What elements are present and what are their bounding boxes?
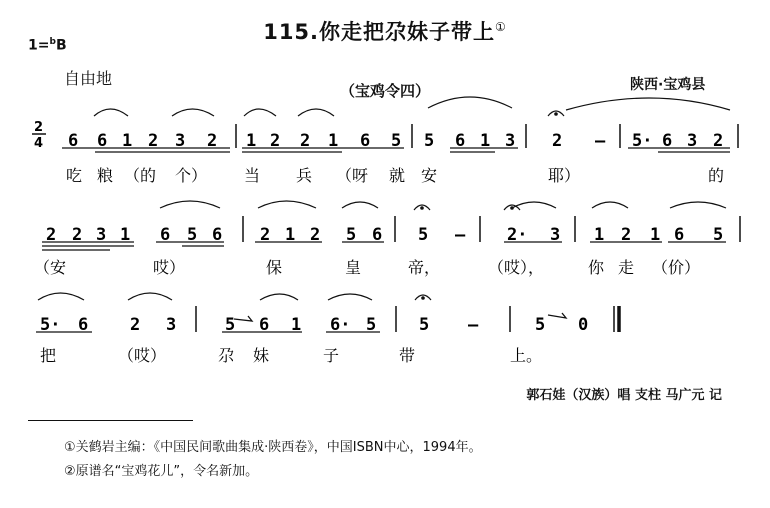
- lyric: 你: [588, 258, 605, 277]
- note: 3: [505, 131, 516, 151]
- note: 0: [578, 315, 589, 335]
- lyric: 走: [618, 258, 635, 277]
- note: 6: [662, 131, 673, 151]
- note: 2: [260, 225, 271, 245]
- lyric: 吃: [66, 166, 83, 185]
- lyric: 粮: [97, 166, 114, 185]
- note: 5: [346, 225, 357, 245]
- note: 5: [418, 225, 429, 245]
- lyric: 就: [389, 166, 406, 185]
- note: 6: [160, 225, 171, 245]
- footnote-divider: [28, 420, 193, 421]
- note: 1: [285, 225, 296, 245]
- note: 5: [424, 131, 435, 151]
- lyric: 哎）: [153, 258, 186, 277]
- lyric: 带: [399, 346, 416, 365]
- note: 6: [360, 131, 371, 151]
- lyric: （呀: [336, 166, 369, 185]
- note: 1: [650, 225, 661, 245]
- lyric: （哎）: [118, 346, 167, 365]
- note: 5: [391, 131, 402, 151]
- note: –: [468, 315, 479, 335]
- note: 5·: [632, 131, 653, 151]
- note: 6: [259, 315, 270, 335]
- note: 6: [97, 131, 108, 151]
- note: 5·: [40, 315, 61, 335]
- lyric: 个）: [175, 166, 208, 185]
- note: 2: [270, 131, 281, 151]
- note: 1: [328, 131, 339, 151]
- note: 2: [148, 131, 159, 151]
- note: 5: [366, 315, 377, 335]
- lyric: 安: [421, 166, 438, 185]
- lyric: 当: [244, 166, 261, 185]
- footnote-1: ①关鹤岩主编：《中国民间歌曲集成·陕西卷》，中国ISBN中心，1994年。: [64, 440, 482, 455]
- note: 1: [122, 131, 133, 151]
- note: 6: [78, 315, 89, 335]
- song-region: 陕西·宝鸡县: [630, 77, 706, 93]
- lyric: 妹: [253, 346, 270, 365]
- note: 2: [552, 131, 563, 151]
- note: 3: [96, 225, 107, 245]
- time-signature-top: 2: [34, 120, 44, 135]
- lyric: 兵: [296, 166, 313, 185]
- note: 1: [120, 225, 131, 245]
- note: 2: [207, 131, 218, 151]
- note: 6·: [330, 315, 351, 335]
- note: 1: [291, 315, 302, 335]
- note: 5: [419, 315, 430, 335]
- note: 6: [372, 225, 383, 245]
- lyric: （安: [34, 258, 67, 277]
- note: 1: [480, 131, 491, 151]
- note: 2: [621, 225, 632, 245]
- note: 6: [68, 131, 79, 151]
- note: –: [455, 225, 466, 245]
- note: 6: [455, 131, 466, 151]
- lyric: 把: [40, 346, 57, 365]
- song-title: 115.你走把尕妹子带上①: [263, 20, 507, 44]
- lyric: （价）: [652, 258, 701, 277]
- footnote-2: ②原谱名“宝鸡花儿”，令名新加。: [64, 464, 259, 479]
- note: 6: [674, 225, 685, 245]
- lyric: 的: [708, 166, 725, 185]
- time-signature-bottom: 4: [34, 136, 44, 151]
- note: 2: [310, 225, 321, 245]
- note: 3: [550, 225, 561, 245]
- note: 3: [175, 131, 186, 151]
- lyrics: [34, 166, 724, 365]
- performer-credit: 郭石娃（汉族）唱 支柱 马广元 记: [526, 388, 722, 403]
- lyric: 尕: [218, 346, 235, 365]
- notation-notes: [40, 131, 723, 335]
- note: 2: [300, 131, 311, 151]
- note: 3: [166, 315, 177, 335]
- lyric: 帝，: [408, 258, 441, 277]
- lyric: （的: [124, 166, 157, 185]
- lyric: 保: [266, 258, 283, 277]
- note: 1: [246, 131, 257, 151]
- tempo-marking: 自由地: [64, 69, 113, 88]
- lyric: （哎），: [488, 258, 545, 277]
- lyric: 上。: [510, 346, 543, 365]
- note: 2: [46, 225, 57, 245]
- note: –: [595, 131, 606, 151]
- note: 2: [72, 225, 83, 245]
- time-signature: [32, 120, 46, 151]
- note: 2·: [507, 225, 528, 245]
- note: 1: [594, 225, 605, 245]
- ornament-arrows: [234, 313, 566, 321]
- title-footnote-mark: ①: [495, 20, 507, 34]
- note: 5: [187, 225, 198, 245]
- note: 2: [713, 131, 724, 151]
- song-subtitle: （宝鸡令四）: [339, 82, 430, 100]
- note: 5: [225, 315, 236, 335]
- lyric: 耶）: [548, 166, 581, 185]
- note: 5: [535, 315, 546, 335]
- note: 3: [687, 131, 698, 151]
- lyric: 皇: [345, 258, 362, 277]
- note: 2: [130, 315, 141, 335]
- note: 5: [713, 225, 724, 245]
- key-signature: 1=$^b$B: [28, 37, 67, 54]
- note: 6: [212, 225, 223, 245]
- lyric: 子: [323, 346, 340, 365]
